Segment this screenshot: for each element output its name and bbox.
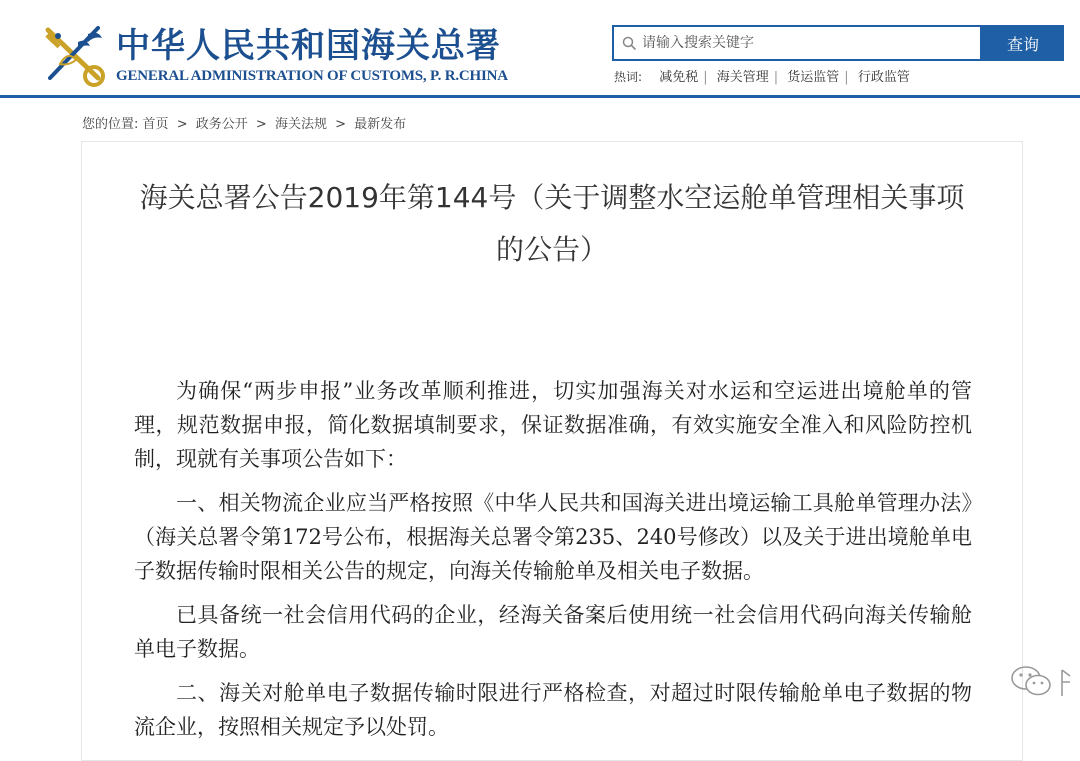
breadcrumb-home-link[interactable]: 首页 <box>142 117 169 132</box>
article-paragraph: 已具备统一社会信用代码的企业，经海关备案后使用统一社会信用代码向海关传输舱单电子数据。 <box>134 603 972 661</box>
customs-emblem-icon[interactable] <box>38 20 108 88</box>
article-title-line: 海关总署公告2019年第144号（关于调整水空运舱单管理相关事项 <box>139 181 965 214</box>
site-title-en[interactable]: GENERAL ADMINISTRATION OF CUSTOMS, P. R.CHINA <box>116 68 508 84</box>
article-title-line: 的公告） <box>495 233 608 266</box>
article-container <box>81 141 1023 761</box>
breadcrumb-latest-link[interactable]: 最新发布 <box>354 117 407 132</box>
divider: | <box>844 70 849 85</box>
breadcrumb <box>82 113 406 132</box>
article-title <box>112 172 992 276</box>
hot-word-link[interactable]: 货运监管 <box>787 70 840 85</box>
breadcrumb-public-affairs-link[interactable]: 政务公开 <box>195 117 248 132</box>
article-paragraph: 二、海关对舱单电子数据传输时限进行严格检查，对超过时限传输舱单电子数据的物流企业，按照相关规定予以处罚。 <box>134 681 972 739</box>
search-button[interactable]: 查询 <box>982 25 1064 61</box>
search-box <box>612 25 982 61</box>
site-header <box>0 0 1080 98</box>
breadcrumb-prefix: 您的位置: <box>82 117 139 132</box>
hot-word-link[interactable]: 海关管理 <box>716 70 769 85</box>
wechat-icon <box>1008 662 1074 702</box>
breadcrumb-separator: > <box>255 117 267 132</box>
divider: | <box>773 70 779 85</box>
site-title-cn[interactable]: 中华人民共和国海关总署 <box>116 26 501 66</box>
article-paragraph: 一、相关物流企业应当严格按照《中华人民共和国海关进出境运输工具舱单管理办法》（海关总署令第172号公布，根据海关总署令第235、240号修改）以及关于进出境舱单电子数据传输时限相关公告的规定，向海关传输舱单及相关电子数据。 <box>134 491 972 583</box>
hot-word-link[interactable]: 减免税 <box>659 70 699 85</box>
search-input[interactable] <box>640 30 976 56</box>
search-icon <box>622 36 636 50</box>
article-paragraph: 为确保“两步申报”业务改革顺利推进，切实加强海关对水运和空运进出境舱单的管理，规范数据申报，简化数据填制要求，保证数据准确，有效实施安全准入和风险防控机制，现就有关事项公告如下： <box>134 379 972 471</box>
breadcrumb-separator: > <box>176 117 188 132</box>
breadcrumb-regulations-link[interactable]: 海关法规 <box>274 117 327 132</box>
hot-words <box>614 66 915 85</box>
hot-words-label: 热词: <box>614 70 643 84</box>
divider: | <box>703 70 708 85</box>
article-body <box>134 374 972 754</box>
hot-word-link[interactable]: 行政监管 <box>857 70 910 85</box>
breadcrumb-separator: > <box>335 117 346 132</box>
